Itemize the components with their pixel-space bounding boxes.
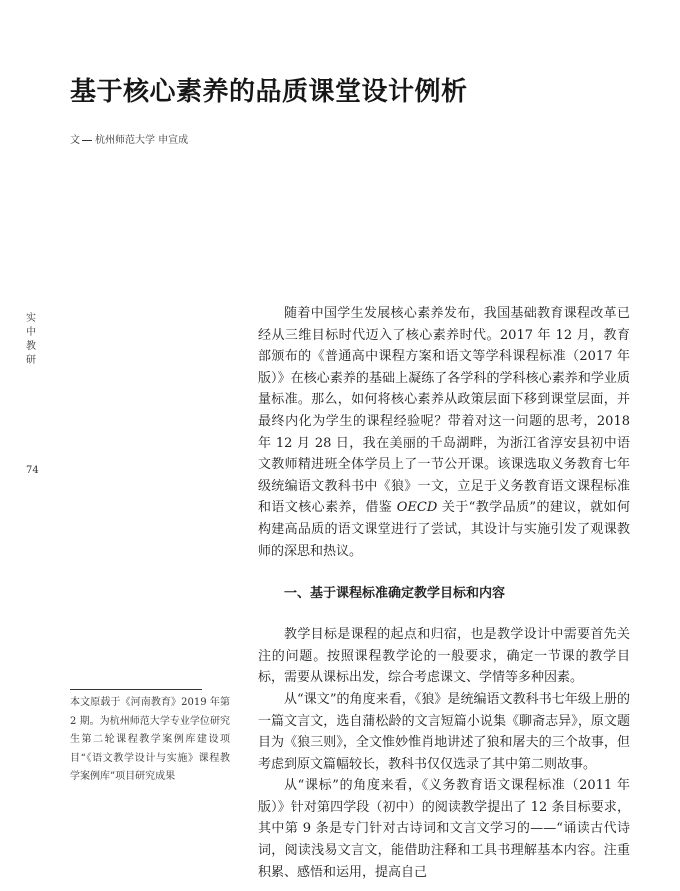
paragraph-text-perspective: 从“课文”的角度来看，《狼》是统编语文教科书七年级上册的一篇文言文，选自蒲松龄的文言短篇小说集《聊斋志异》，原文题目为《狼三则》，全文惟妙惟肖地讲述了狼和屠夫的三个故事，但考虑到原文篇幅较长，教科书仅仅选录了其中第二则故事。 bbox=[258, 691, 630, 772]
article-body bbox=[258, 303, 630, 883]
paragraph-intro bbox=[258, 303, 630, 562]
article-title: 基于核心素养的品质课堂设计例析 bbox=[70, 77, 468, 107]
byline-rule bbox=[82, 140, 92, 141]
oecd-term: OECD bbox=[396, 500, 438, 516]
footnote-divider bbox=[70, 689, 202, 690]
paragraph-intro-tail: 关于“教学品质”的建议，就如何构建高品质的语文课堂进行了尝试，其设计与实施引发了观课教师的深思和热议。 bbox=[258, 500, 630, 559]
byline bbox=[70, 134, 188, 148]
paragraph-objectives: 教学目标是课程的起点和归宿，也是教学设计中需要首先关注的问题。按照课程教学论的一般要求，确定一节课的教学目标，需要从课标出发，综合考虑课文、学情等多种因素。 bbox=[258, 627, 630, 686]
footnote: 本文原载于《河南教育》2019 年第 2 期。为杭州师范大学专业学位研究生第二轮课程教学案例库建设项目“《语文教学设计与实施》课程教学案例库”项目研究成果 bbox=[70, 697, 230, 783]
section-heading: 一、基于课程标准确定教学目标和内容 bbox=[284, 586, 506, 602]
paragraph-standard-perspective: 从“课标”的角度来看，《义务教育语文课程标准（2011 年版）》针对第四学段（初中）的阅读教学提出了 12 条目标要求，其中第 9 条是专门针对古诗词和文言文学习的——“诵读古代诗词，阅读浅易文言文，能借助注释和工具书理解基本内容。注重积累、感悟和运用，提高自己 bbox=[258, 778, 630, 880]
page-number: 74 bbox=[26, 465, 39, 476]
section-label: 实中教研 bbox=[26, 313, 36, 366]
paragraph-intro-text: 随着中国学生发展核心素养发布，我国基础教育课程改革已经从三维目标时代迈入了核心素养时代。2017 年 12 月，教育部颁布的《普通高中课程方案和语文等学科课程标准（2017 年版）》在核心素养的基础上凝练了各学科的学科核心素养和学业质量标准。那么，如何将核心素养从政策层面下移到课堂层面，并最终内化为学生的课程经验呢？带着对这一问题的思考，2018 年 12 月 28 日，我在美丽的千岛湖畔，为浙江省淳安县初中语文教师精进班全体学员上了一节公开课。该课选取义务教育七年级统编语文教科书中《狼》一文，立足于义务教育语文课程标准和语文核心素养，借鉴 bbox=[258, 306, 630, 516]
byline-prefix: 文 bbox=[70, 135, 80, 146]
author: 杭州师范大学 申宣成 bbox=[95, 135, 189, 146]
